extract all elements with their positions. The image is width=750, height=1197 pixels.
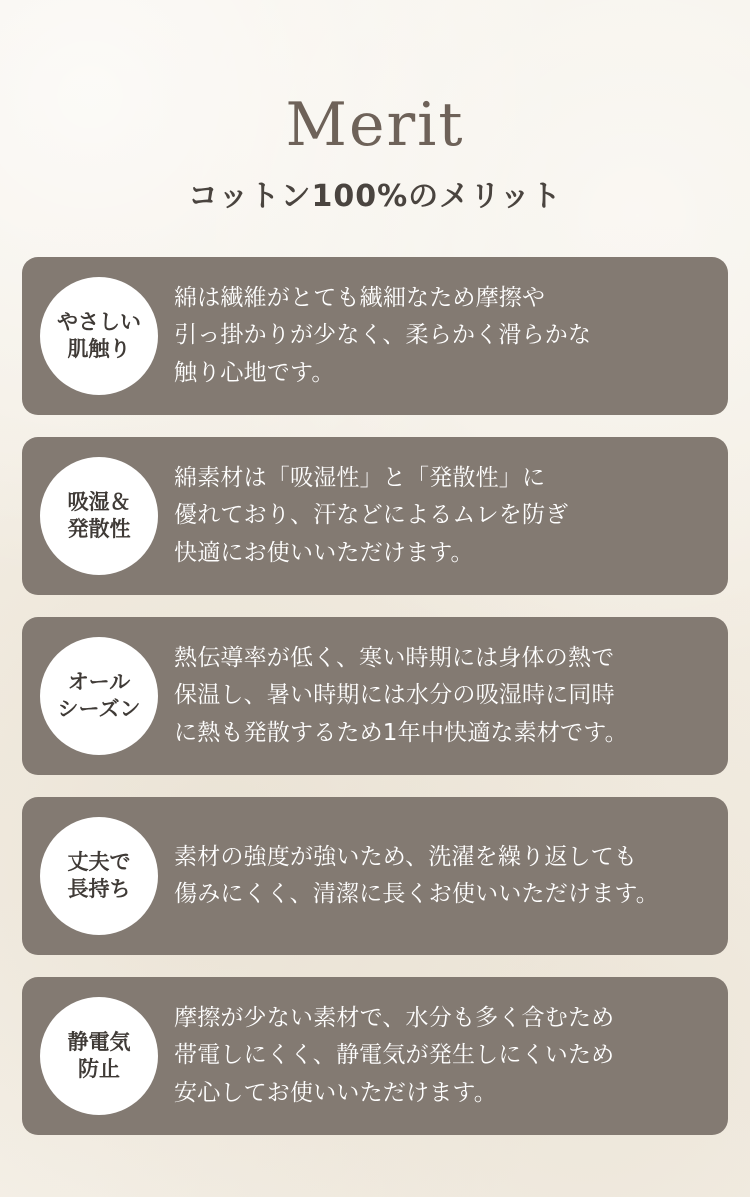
merit-card [22, 437, 728, 595]
merit-badge-label: 丈夫で 長持ち [67, 850, 131, 901]
merit-card [22, 797, 728, 955]
merit-badge [40, 997, 158, 1115]
merit-description: 綿は繊維がとても繊細なため摩擦や 引っ掛かりが少なく、柔らかく滑らかな 触り心地です。 [174, 285, 592, 386]
merit-description: 綿素材は「吸湿性」と「発散性」に 優れており、汗などによるムレを防ぎ 快適にお使いいただけます。 [174, 465, 569, 566]
merit-badge [40, 457, 158, 575]
merit-card [22, 257, 728, 415]
merit-badge-label: やさしい 肌触り [57, 310, 141, 361]
merit-description: 素材の強度が強いため、洗濯を繰り返しても 傷みにくく、清潔に長くお使いいただけます。 [174, 843, 659, 907]
merit-card [22, 977, 728, 1135]
merit-badge-label: オール シーズン [57, 670, 141, 721]
merit-description: 摩擦が少ない素材で、水分も多く含むため 帯電しにくく、静電気が発生しにくいため 安心してお使いいただけます。 [174, 1005, 615, 1106]
merit-badge-label: 静電気 防止 [67, 1030, 131, 1081]
page-title-english: Merit [285, 90, 465, 160]
merit-description: 熱伝導率が低く、寒い時期には身体の熱で 保温し、暑い時期には水分の吸湿時に同時 に熱も発散するため1年中快適な素材です。 [174, 645, 628, 746]
merit-card [22, 617, 728, 775]
merit-badge [40, 277, 158, 395]
merit-card-list [22, 257, 728, 1135]
page-header [22, 0, 728, 215]
merit-badge-label: 吸湿＆ 発散性 [67, 490, 131, 541]
page-title-japanese: コットン100%のメリット [188, 179, 562, 214]
merit-badge [40, 817, 158, 935]
merit-badge [40, 637, 158, 755]
